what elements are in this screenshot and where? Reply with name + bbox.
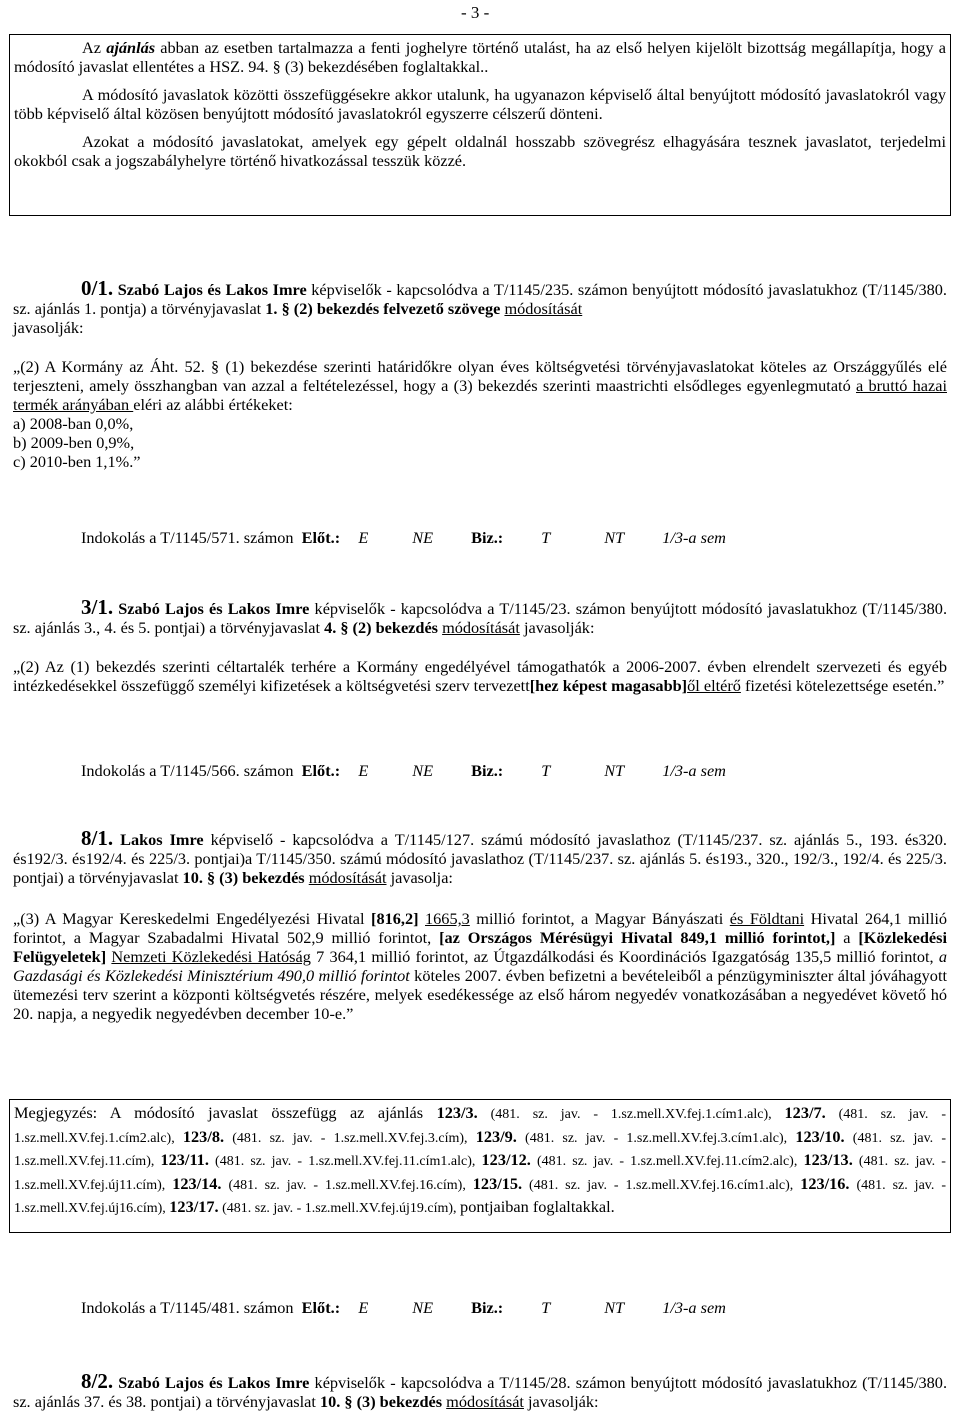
intro-box [9, 34, 951, 216]
vote-row: Indokolás a T/1145/571. számon Előt.: E NE Biz.: T NT 1/3-a sem [81, 528, 726, 547]
amendment-quote: „(2) A Kormány az Áht. 52. § (1) bekezdése szerinti határidőkre olyan éves költségvetési törvényjavaslatokat köteles az Országgyűlés elé terjeszteni, amely összhangban van azzal a feltételezéssel, hogy a (3) bekezdés szerinti maastrichti elsődleges egyenlegmutató a bruttó hazai termék arányában eléri az alábbi értékeket: [13, 357, 947, 414]
intro-paragraph-3: Azokat a módosító javaslatokat, amelyek egy gépelt oldalnál hosszabb szövegrész elhagyására tesznek javaslatot, terjedelmi okokból csak a jogszabályhelyre történő hivatkozással tesszük közzé. [14, 132, 946, 170]
amendment-heading: 0/1. Szabó Lajos és Lakos Imre képviselők - kapcsolódva a T/1145/235. számon benyújtott módosító javaslatukhoz (T/1145/380. sz. ajánlás 1. pontja) a törvényjavaslat 1. § (2) bekezdés felvezető szövege módosítását javasolják: [13, 276, 948, 337]
vote-row: Indokolás a T/1145/566. számon Előt.: E NE Biz.: T NT 1/3-a sem [81, 761, 726, 780]
amendment-8-2 [13, 1369, 948, 1411]
amendment-heading: 8/2. Szabó Lajos és Lakos Imre képviselők - kapcsolódva a T/1145/28. számon benyújtott módosító javaslatukhoz (T/1145/380. sz. ajánlás 37. és 38. pontjai) a törvényjavaslat 10. § (3) bekezdés módosítását javasolják: [13, 1369, 948, 1411]
list-item: c) 2010-ben 1,1%.” [13, 452, 141, 471]
amendment-heading: 8/1. Lakos Imre képviselő - kapcsolódva a T/1145/127. számú módosító javaslathoz (T/1145/237. sz. ajánlás 5., 193. és320. és192/3. és192/4. és 225/3. pontjai)a T/1145/350. számú módosító javaslathoz (T/1145/237. sz. ajánlás 5. és193., 320., 192/3., 192/4. és 225/3. pontjai) a törvényjavaslat 10. § (3) bekezdés módosítását javasolja: [13, 826, 947, 887]
amendment-3-1 [13, 595, 948, 695]
vote-row: Indokolás a T/1145/481. számon Előt.: E NE Biz.: T NT 1/3-a sem [81, 1298, 726, 1317]
list-item: b) 2009-ben 0,9%, [13, 433, 135, 452]
intro-paragraph-2: A módosító javaslatok közötti összefüggésekre akkor utalunk, ha ugyanazon képviselő által benyújtott módosító javaslatokról vagy több képviselő által közösen benyújtott módosító javaslatokról egyszerre célszerű dönteni. [14, 85, 946, 123]
list-item: a) 2008-ban 0,0%, [13, 414, 134, 433]
amendment-0-1 [13, 276, 948, 471]
amendment-heading: 3/1. Szabó Lajos és Lakos Imre képviselők - kapcsolódva a T/1145/23. számon benyújtott módosító javaslatukhoz (T/1145/380. sz. ajánlás 3., 4. és 5. pontjai) a törvényjavaslat 4. § (2) bekezdés módosítását javasolják: [13, 595, 948, 637]
page-number: - 3 - [461, 3, 490, 22]
amendment-8-1 [13, 826, 948, 1023]
amendment-quote: „(2) Az (1) bekezdés szerinti céltartalék terhére a Kormány engedélyével támogathatók a 2006-2007. évben elrendelt szervezeti és egyéb intézkedésekkel összefüggő személyi kifizetések a költségvetési szerv tervezett[hez képest magasabb]ől eltérő fizetési kötelezettsége esetén.” [13, 657, 947, 695]
amendment-quote: „(3) A Magyar Kereskedelmi Engedélyezési Hivatal [816,2] 1665,3 millió forintot, a Magyar Bányászati és Földtani Hivatal 264,1 millió forintot, a Magyar Szabadalmi Hivatal 502,9 millió forintot, [az Országos Mérésügyi Hivatal 849,1 millió forintot,] a [Közlekedési Felügyeletek] Nemzeti Közlekedési Hatóság 7 364,1 millió forintot, az Útgazdálkodási és Koordinációs Igazgatóság 135,5 millió forintot, a Gazdasági és Közlekedési Minisztérium 490,0 millió forintot köteles 2007. évben befizetni a bevételeiből a pénzügyminiszter által jóváhagyott ütemezési terv szerint a központi költségvetés részére, melyek esedékessége az első három negyedév vonatkozásában a negyedévet követő hó 20. napja, a negyedik negyedévben december 10-e.” [13, 909, 948, 1023]
intro-paragraph-1: Az ajánlás abban az esetben tartalmazza a fenti joghelyre történő utalást, ha az első helyen kijelölt bizottság megállapítja, hogy a módosító javaslat ellentétes a HSZ. 94. § (3) bekezdésében foglaltakkal.. [14, 38, 946, 76]
related-note-box: Megjegyzés: A módosító javaslat összefügg az ajánlás 123/3. (481. sz. jav. - 1.sz.mell.XV.fej.1.cím1.alc), 123/7. (481. sz. jav. - 1.sz.mell.XV.fej.1.cím2.alc), 123/8. (481. sz. jav. - 1.sz.mell.XV.fej.3.cím), 123/9. (481. sz. jav. - 1.sz.mell.XV.fej.3.cím1.alc), 123/10. (481. sz. jav. - 1.sz.mell.XV.fej.11.cím), 123/11. (481. sz. jav. - 1.sz.mell.XV.fej.11.cím1.alc), 123/12. (481. sz. jav. - 1.sz.mell.XV.fej.11.cím2.alc), 123/13. (481. sz. jav. - 1.sz.mell.XV.fej.új11.cím), 123/14. (481. sz. jav. - 1.sz.mell.XV.fej.16.cím), 123/15. (481. sz. jav. - 1.sz.mell.XV.fej.16.cím1.alc), 123/16. (481. sz. jav. - 1.sz.mell.XV.fej.új16.cím), 123/17. (481. sz. jav. - 1.sz.mell.XV.fej.új19.cím), pontjaiban foglaltakkal. [9, 1099, 951, 1233]
